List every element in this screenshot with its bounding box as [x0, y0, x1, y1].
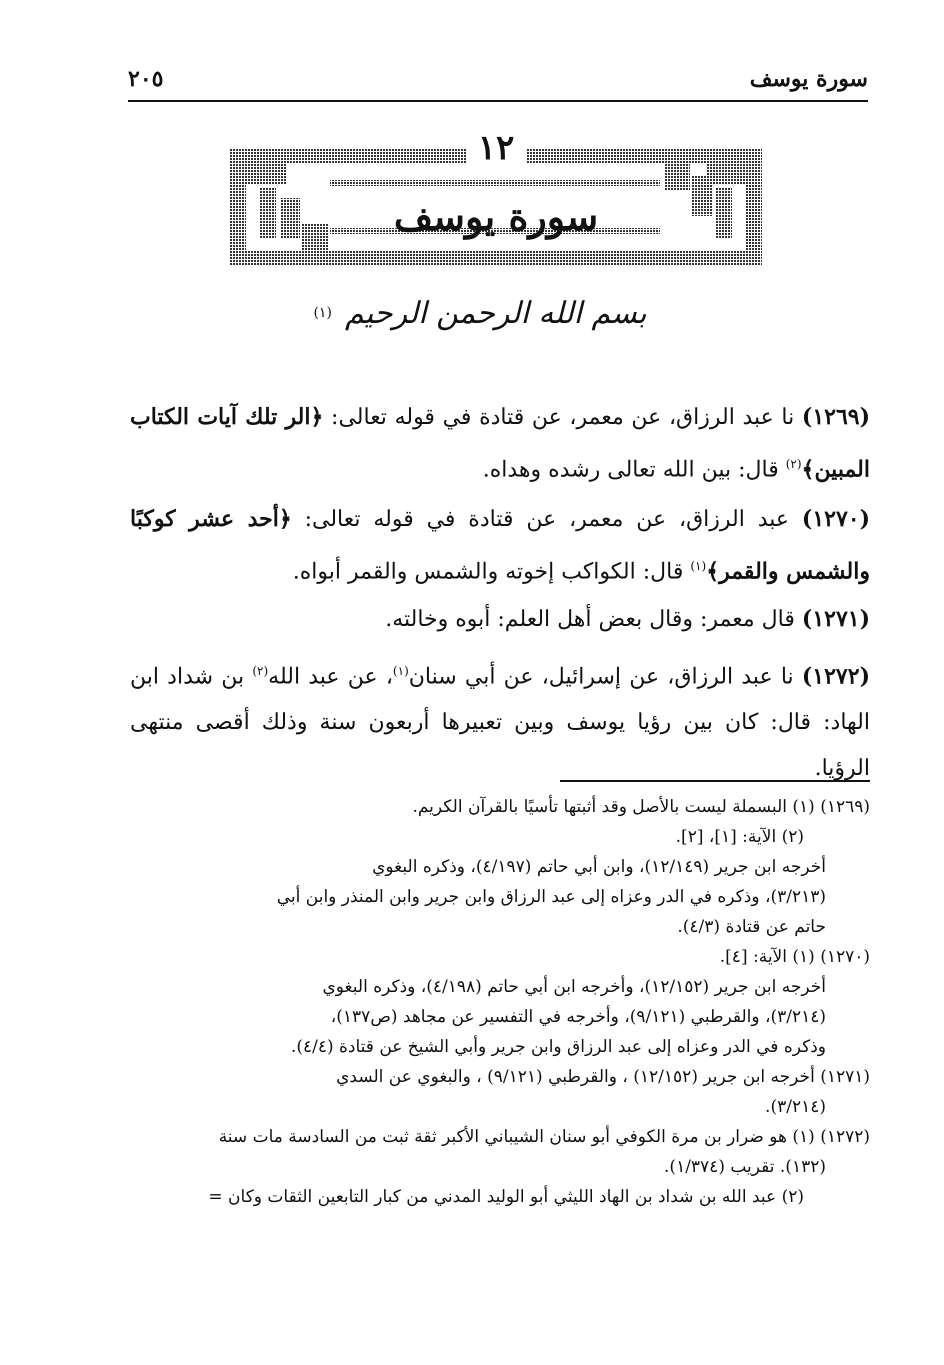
- hadith-text: نا عبد الرزاق، عن معمر، عن قتادة في قوله تعالى:: [323, 405, 802, 430]
- basmala-footnote-marker: (١): [313, 304, 332, 321]
- hadith-text: قال: الكواكب إخوته والشمس والقمر أبواه.: [292, 559, 691, 585]
- running-title: سورة يوسف: [749, 66, 868, 92]
- hadith-1271: [130, 596, 870, 643]
- footnote-line: (١٢٦٩) (١) البسملة ليست بالأصل وقد أثبتها تأسيًا بالقرآن الكريم.: [412, 797, 870, 817]
- footnote-line: (١٢٧١) أخرجه ابن جرير (١٢/١٥٢) ، والقرطبي (٩/١٢١) ، والبغوي عن السدي: [336, 1067, 870, 1087]
- footnote-line: (٣/٢١٤).: [765, 1097, 826, 1117]
- header-rule: [128, 100, 868, 102]
- basmala-text: بسم الله الرحمن الرحيم: [345, 296, 647, 331]
- hadith-text: قال معمر: وقال بعض أهل العلم: أبوه وخالته.: [385, 607, 802, 632]
- hadith-text: قال: بين الله تعالى رشده وهداه.: [482, 457, 786, 483]
- footnote-line: (١٢٧٠) (١) الآية: [٤].: [719, 947, 870, 967]
- hadith-number: (١٢٧١): [801, 606, 870, 632]
- footnote-marker: (١): [392, 664, 409, 678]
- footnote-marker: (٢): [252, 664, 269, 678]
- basmala: [300, 296, 660, 352]
- surah-number: ١٢: [466, 128, 527, 168]
- footnote-line: (١٣٢). تقريب (١/٣٧٤).: [664, 1157, 826, 1177]
- hadith-text: ، عن عبد الله: [268, 664, 393, 690]
- footnote-line: حاتم عن قتادة (٤/٣).: [677, 917, 826, 937]
- footnote-line: (٣/٢١٣)، وذكره في الدر وعزاه إلى عبد الرزاق وابن جرير وابن المنذر وابن أبي: [276, 887, 826, 907]
- footnote-separator: [560, 780, 870, 782]
- footnote-marker: (١): [690, 559, 707, 573]
- footnote-line: أخرجه ابن جرير (١٢/١٤٩)، وابن أبي حاتم (٤/١٩٧)، وذكره البغوي: [372, 857, 826, 877]
- surah-banner: [230, 128, 762, 268]
- hadith-text: عبد الرزاق، عن معمر، عن قتادة في قوله تعالى:: [291, 507, 802, 532]
- hadith-text: بن شداد ابن الهاد: قال: كان بين رؤيا يوسف وبين تعبيرها أربعون سنة وذلك أقصى منتهى الرؤيا.: [130, 664, 870, 782]
- quran-verse: ﴿الر تلك آيات الكتاب المبين﴾: [130, 404, 870, 483]
- page-number: ٢٠٥: [128, 66, 164, 92]
- footnote-line: (٢) عبد الله بن شداد بن الهاد الليثي أبو الوليد المدني من كبار التابعين الثقات وكان =: [208, 1187, 804, 1207]
- hadith-text: نا عبد الرزاق، عن إسرائيل، عن أبي سنان: [408, 664, 802, 690]
- footnotes: [125, 792, 870, 1212]
- hadith-number: (١٢٦٩): [801, 404, 870, 430]
- hadith-1272: [130, 648, 870, 792]
- footnote-marker: (٢): [785, 457, 802, 471]
- footnote-line: (٢) الآية: [١]، [٢].: [675, 827, 804, 847]
- footnote-line: (١٢٧٢) (١) هو ضرار بن مرة الكوفي أبو سنان الشيباني الأكبر ثقة ثبت من السادسة مات سنة: [218, 1127, 870, 1147]
- hadith-number: (١٢٧٠): [801, 506, 871, 532]
- hadith-number: (١٢٧٢): [801, 663, 870, 690]
- surah-title: سورة يوسف: [393, 194, 599, 239]
- running-header: [128, 58, 868, 98]
- hadith-1270: [130, 496, 870, 595]
- hadith-1269: [130, 394, 870, 493]
- quran-verse: ﴿أحد عشر كوكبًا والشمس والقمر﴾: [130, 506, 870, 585]
- footnote-line: (٣/٢١٤)، والقرطبي (٩/١٢١)، وأخرجه في التفسير عن مجاهد (ص١٣٧)،: [330, 1007, 826, 1027]
- footnote-line: أخرجه ابن جرير (١٢/١٥٢)، وأخرجه ابن أبي حاتم (٤/١٩٨)، وذكره البغوي: [322, 977, 826, 997]
- footnote-line: وذكره في الدر وعزاه إلى عبد الرزاق وابن جرير وأبي الشيخ عن قتادة (٤/٤).: [290, 1037, 826, 1057]
